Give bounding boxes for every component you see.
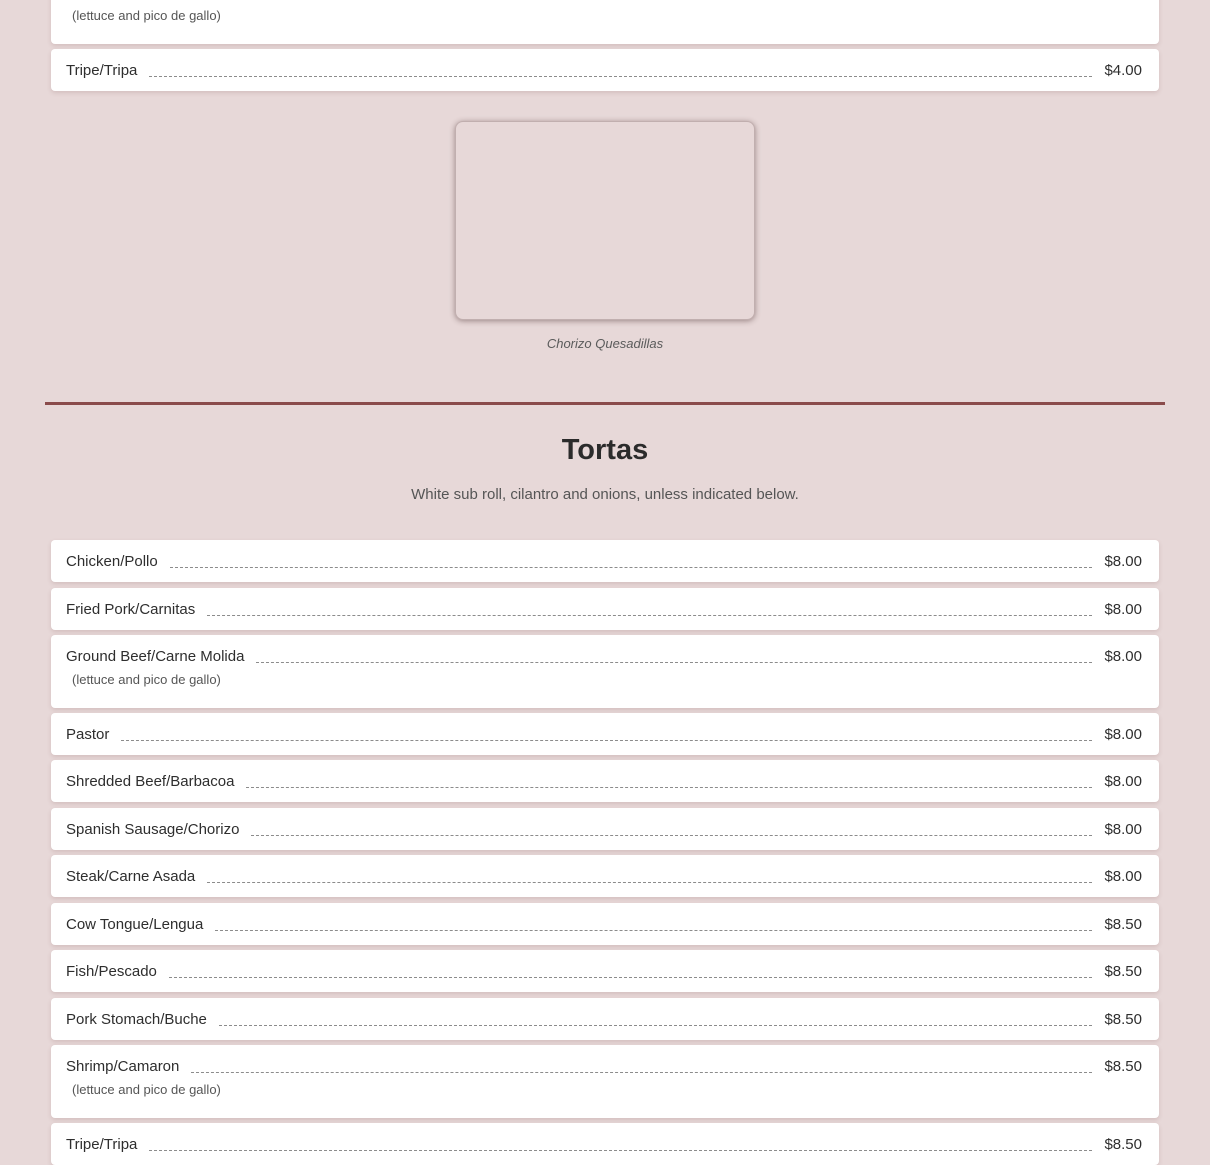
menu-item-price: $8.00	[1104, 725, 1142, 743]
menu-item-card	[51, 540, 1159, 582]
menu-item-price: $8.50	[1104, 1057, 1142, 1075]
menu-item-card	[51, 1045, 1159, 1118]
menu-item-name: Cow Tongue/Lengua	[66, 915, 204, 933]
menu-item-name: Chicken/Pollo	[66, 552, 158, 570]
menu-item-price: $8.00	[1104, 867, 1142, 885]
menu-item-name: Shrimp/Camaron	[66, 1057, 180, 1075]
menu-item-name: Spanish Sausage/Chorizo	[66, 820, 240, 838]
menu-item-price: $8.50	[1104, 915, 1142, 933]
section-divider	[45, 402, 1165, 405]
dotted-leader	[219, 1025, 1093, 1026]
menu-item-price: $8.50	[1104, 1135, 1142, 1153]
menu-item-row	[66, 1009, 1142, 1029]
menu-item-row	[66, 1134, 1142, 1154]
section-title: Tortas	[561, 434, 649, 466]
menu-item-row	[66, 819, 1142, 839]
food-photo	[455, 121, 755, 320]
menu-item-card	[51, 808, 1159, 850]
menu-item-row	[66, 60, 1142, 80]
menu-item-card	[51, 713, 1159, 755]
menu-item-row	[66, 551, 1142, 571]
menu-item-name: Fish/Pescado	[66, 962, 157, 980]
dotted-leader	[169, 977, 1093, 978]
menu-item-card-partial	[51, 0, 1159, 44]
menu-item-name: Tripe/Tripa	[66, 1135, 138, 1153]
photo-caption: Chorizo Quesadillas	[546, 336, 664, 351]
dotted-leader	[207, 615, 1092, 616]
menu-item-note: (lettuce and pico de gallo)	[72, 672, 221, 687]
menu-item-card	[51, 1123, 1159, 1165]
menu-item-note: (lettuce and pico de gallo)	[72, 8, 221, 23]
menu-item-price: $8.50	[1104, 1010, 1142, 1028]
menu-item-row	[66, 866, 1142, 886]
dotted-leader	[215, 930, 1092, 931]
menu-item-card	[51, 49, 1159, 91]
menu-item-card	[51, 588, 1159, 630]
dotted-leader	[256, 662, 1092, 663]
menu-item-card	[51, 998, 1159, 1040]
menu-item-name: Steak/Carne Asada	[66, 867, 196, 885]
menu-item-name: Ground Beef/Carne Molida	[66, 647, 245, 665]
menu-item-row	[66, 961, 1142, 981]
menu-item-price: $8.00	[1104, 600, 1142, 618]
menu-item-name: Fried Pork/Carnitas	[66, 600, 196, 618]
menu-item-row	[66, 724, 1142, 744]
menu-item-row	[66, 1056, 1142, 1076]
dotted-leader	[251, 835, 1092, 836]
menu-item-card	[51, 760, 1159, 802]
menu-item-note: (lettuce and pico de gallo)	[72, 1082, 221, 1097]
dotted-leader	[149, 76, 1092, 77]
menu-item-card	[51, 635, 1159, 708]
menu-item-price: $4.00	[1104, 61, 1142, 79]
menu-item-card	[51, 950, 1159, 992]
dotted-leader	[246, 787, 1092, 788]
menu-item-row	[66, 771, 1142, 791]
menu-item-card	[51, 903, 1159, 945]
menu-item-name: Pastor	[66, 725, 110, 743]
menu-item-price: $8.00	[1104, 647, 1142, 665]
menu-item-name: Tripe/Tripa	[66, 61, 138, 79]
menu-item-name: Pork Stomach/Buche	[66, 1010, 207, 1028]
menu-item-price: $8.50	[1104, 962, 1142, 980]
menu-item-price: $8.00	[1104, 552, 1142, 570]
dotted-leader	[149, 1150, 1092, 1151]
menu-item-row	[66, 646, 1142, 666]
menu-item-name: Shredded Beef/Barbacoa	[66, 772, 235, 790]
menu-item-price: $8.00	[1104, 820, 1142, 838]
section-subtitle: White sub roll, cilantro and onions, unless indicated below.	[411, 486, 799, 503]
menu-item-price: $8.00	[1104, 772, 1142, 790]
dotted-leader	[121, 740, 1092, 741]
dotted-leader	[170, 567, 1093, 568]
menu-item-card	[51, 855, 1159, 897]
dotted-leader	[191, 1072, 1092, 1073]
menu-item-row	[66, 599, 1142, 619]
dotted-leader	[207, 882, 1092, 883]
menu-item-row	[66, 914, 1142, 934]
